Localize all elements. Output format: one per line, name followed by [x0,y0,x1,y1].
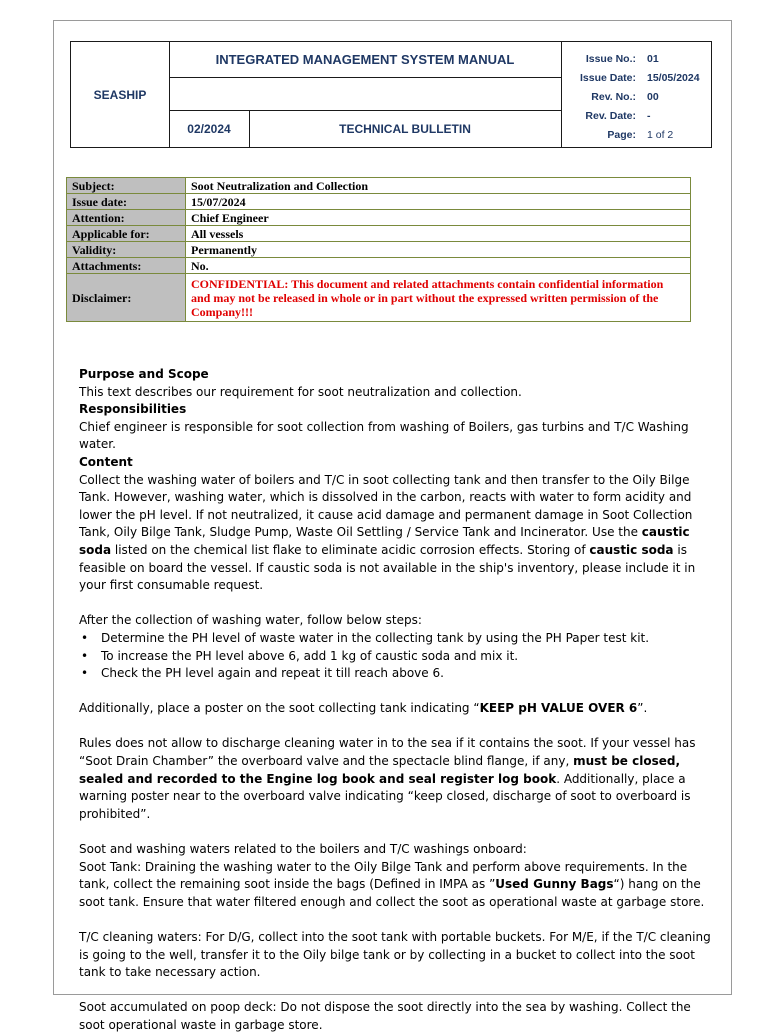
list-item: • Check the PH level again and repeat it till reach above 6. [79,665,719,683]
content-heading: Content [79,454,133,469]
company-name: SEASHIP [93,87,147,102]
bulletin-number: 02/2024 [187,121,231,136]
table-row [67,258,691,274]
content-text: listed on the chemical list flake to eliminate acidic corrosion effects. Storing of [111,542,590,557]
poster-paragraph [79,700,719,718]
attachments-label: Attachments: [67,258,186,274]
poster-text: Additionally, place a poster on the soot collecting tank indicating “ [79,701,480,716]
manual-title: INTEGRATED MANAGEMENT SYSTEM MANUAL [215,52,515,67]
issue-date-label: Issue date: [67,194,186,210]
issue-date-label: Issue Date: [579,72,636,84]
responsibilities-heading: Responsibilities [79,402,187,417]
bulletin-body [79,366,719,1035]
caustic-soda-emphasis: caustic soda [79,525,690,557]
steps-list [79,630,719,683]
rev-date-value: - [647,110,651,122]
attention-label: Attention: [67,210,186,226]
applicable-label: Applicable for: [67,226,186,242]
rules-text: . Additionally, place a warning poster near to the overboard valve indicating “keep closed, discharge of soot to overboard is prohibited”. [79,771,691,821]
validity-value: Permanently [186,242,691,258]
soot-tank-text: “) hang on the soot tank. Ensure that water filtered enough and collect the soot as operational waste at garbage store. [79,877,705,909]
rev-date-label: Rev. Date: [585,110,636,122]
rev-no-value: 00 [647,91,659,103]
soot-tank-text: Soot Tank: Draining the washing water to the Oily Bilge Tank and perform above requirements. In the tank, collect the remaining soot inside the bags (Defined in IMPA as ” [79,859,688,892]
subject-value: Soot Neutralization and Collection [186,178,691,194]
rev-no-label: Rev. No.: [591,91,636,103]
attachments-value: No. [186,258,691,274]
purpose-text: This text describes our requirement for soot neutralization and collection. [79,384,522,399]
document-header [70,41,712,148]
soot-tank-paragraph [79,859,719,912]
table-row [67,210,691,226]
issue-date-value: 15/05/2024 [647,72,700,84]
table-row [67,178,691,194]
responsibilities-text: Chief engineer is responsible for soot collection from washing of Boilers, gas turbins and T/C Washing water. [79,419,689,452]
content-text: is feasible on board the vessel. If caustic soda is not available in the ship's inventory, please include it in your first consumable request. [79,542,696,593]
disclaimer-text: CONFIDENTIAL: This document and related attachments contain confidential information and may not be released in whole or in part without the expressed written permission of the Company!!! [186,274,691,322]
soot-intro: Soot and washing waters related to the boilers and T/C washings onboard: [79,842,527,857]
table-row [67,194,691,210]
steps-intro: After the collection of washing water, follow below steps: [79,613,422,628]
header-divider [561,42,562,147]
validity-label: Validity: [67,242,186,258]
rules-paragraph [79,735,719,823]
bulletin-info-table [66,177,691,322]
list-item: • Determine the PH level of waste water in the collecting tank by using the PH Paper test kit. [79,630,719,648]
table-row [67,242,691,258]
header-divider [169,77,561,78]
page-label: Page: [607,129,636,141]
subject-label: Subject: [67,178,186,194]
issue-date-value: 15/07/2024 [186,194,691,210]
bulletin-title: TECHNICAL BULLETIN [339,121,471,136]
page-value: 1 of 2 [647,129,674,141]
caustic-soda-emphasis: caustic soda [589,542,674,557]
attention-value: Chief Engineer [186,210,691,226]
gunny-bags-emphasis: Used Gunny Bags [495,877,614,892]
disclaimer-label: Disclaimer: [67,274,186,322]
content-paragraph [79,472,719,595]
poop-deck-paragraph: Soot accumulated on poop deck: Do not dispose the soot directly into the sea by washing. Collect the soot operational waste in garbage store. [79,1000,691,1032]
poster-text: ”. [637,701,648,716]
issue-no-label: Issue No.: [585,53,636,65]
list-item: • To increase the PH level above 6, add 1 kg of caustic soda and mix it. [79,648,719,666]
rules-emphasis: must be closed, sealed and recorded to the Engine log book and seal register log book [79,754,681,786]
table-row [67,274,691,322]
issue-no-value: 01 [647,53,659,65]
applicable-value: All vessels [186,226,691,242]
purpose-heading: Purpose and Scope [79,367,209,381]
rules-text: Rules does not allow to discharge cleaning water in to the sea if it contains the soot. If your vessel has “Soot Drain Chamber” the overboard valve and the spectacle blind flange, if any, [79,736,696,769]
poster-emphasis: KEEP pH VALUE OVER 6 [479,701,638,716]
table-row [67,226,691,242]
content-text: Collect the washing water of boilers and T/C in soot collecting tank and then transfer to the Oily Bilge Tank. However, washing water, which is dissolved in the carbon, reacts with water to form acidity and lower the pH level. If not neutralized, it cause acid damage and permanent damage in Soot Collection Tank, Oily Bilge Tank, Sludge Pump, Waste Oil Settling / Service Tank and Incinerator. Use the [79,472,693,540]
tc-cleaning-paragraph: T/C cleaning waters: For D/G, collect into the soot tank with portable buckets. For M/E, if the T/C cleaning is going to the well, transfer it to the Oily bilge tank or by collecting in a bucket to collect into the soot tank to take necessary action. [79,930,711,980]
